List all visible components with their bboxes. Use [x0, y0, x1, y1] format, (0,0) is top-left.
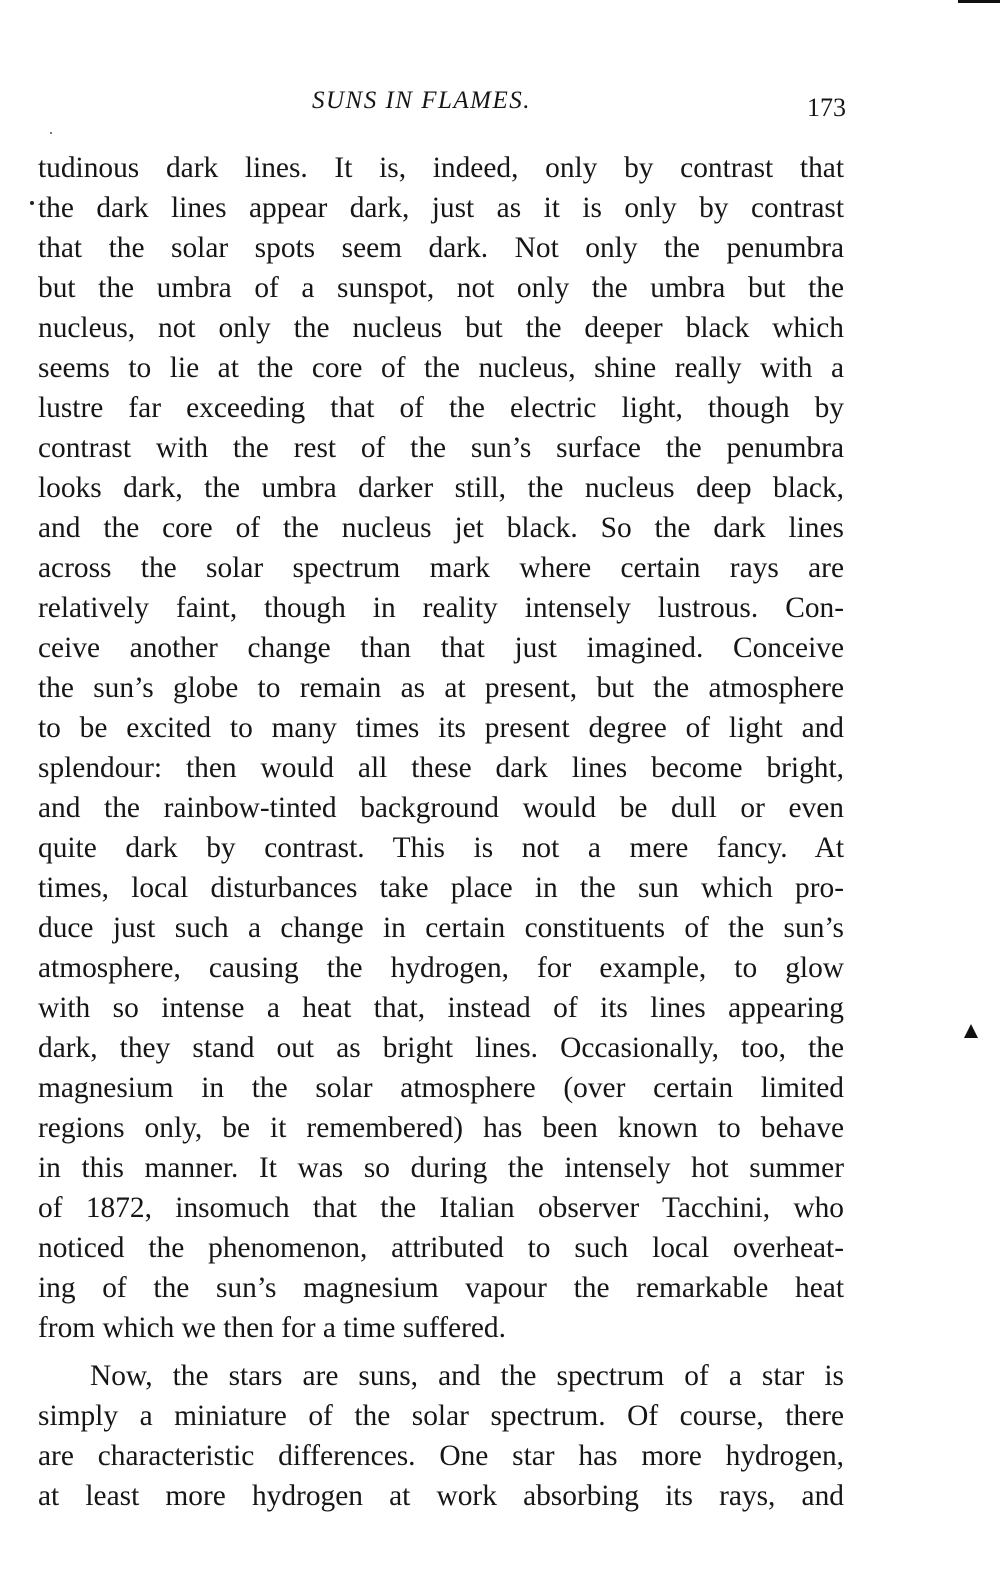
text-line: quite dark by contrast. This is not a mere fancy. At — [38, 832, 844, 864]
text-line: the sun’s globe to remain as at present, but the atmosphere — [38, 672, 844, 704]
running-head — [0, 84, 1000, 124]
text-line: magnesium in the solar atmosphere (over certain limited — [38, 1072, 844, 1104]
page-number: 173 — [807, 93, 846, 122]
running-title: SUNS IN FLAMES. — [312, 87, 532, 114]
scan-speck — [50, 132, 52, 134]
text-line: times, local disturbances take place in the sun which pro- — [38, 872, 844, 904]
text-line: noticed the phenomenon, attributed to such local overheat- — [38, 1232, 844, 1264]
text-line: that the solar spots seem dark. Not only the penumbra — [38, 232, 844, 264]
text-line: splendour: then would all these dark lines become bright, — [38, 752, 844, 784]
margin-dot — [30, 201, 34, 205]
text-line: simply a miniature of the solar spectrum. Of course, there — [38, 1400, 844, 1432]
paragraph-1 — [38, 148, 844, 1348]
text-line: in this manner. It was so during the intensely hot summer — [38, 1152, 844, 1184]
text-line: across the solar spectrum mark where certain rays are — [38, 552, 844, 584]
text-line: nucleus, not only the nucleus but the deeper black which — [38, 312, 844, 344]
text-line: seems to lie at the core of the nucleus, shine really with a — [38, 352, 844, 384]
paragraph-2 — [38, 1356, 844, 1516]
text-line: lustre far exceeding that of the electric light, though by — [38, 392, 844, 424]
text-line: Now, the stars are suns, and the spectrum of a star is — [90, 1360, 844, 1392]
text-line: ceive another change than that just imagined. Conceive — [38, 632, 844, 664]
text-line: at least more hydrogen at work absorbing its rays, and — [38, 1480, 844, 1512]
text-line: the dark lines appear dark, just as it is only by contrast — [38, 192, 844, 224]
text-line: and the core of the nucleus jet black. So the dark lines — [38, 512, 844, 544]
text-line: regions only, be it remembered) has been known to behave — [38, 1112, 844, 1144]
text-line: are characteristic differences. One star has more hydrogen, — [38, 1440, 844, 1472]
text-line: with so intense a heat that, instead of its lines appearing — [38, 992, 844, 1024]
text-line: looks dark, the umbra darker still, the nucleus deep black, — [38, 472, 844, 504]
text-line: ing of the sun’s magnesium vapour the remarkable heat — [38, 1272, 844, 1304]
text-line: dark, they stand out as bright lines. Occasionally, too, the — [38, 1032, 844, 1064]
text-line: relatively faint, though in reality intensely lustrous. Con- — [38, 592, 844, 624]
text-line: but the umbra of a sunspot, not only the umbra but the — [38, 272, 844, 304]
text-line: contrast with the rest of the sun’s surface the penumbra — [38, 432, 844, 464]
body-text — [38, 148, 844, 1516]
text-line: duce just such a change in certain constituents of the sun’s — [38, 912, 844, 944]
text-line: tudinous dark lines. It is, indeed, only by contrast that — [38, 152, 844, 184]
text-line: of 1872, insomuch that the Italian observer Tacchini, who — [38, 1192, 844, 1224]
text-line: from which we then for a time suffered. — [38, 1312, 506, 1344]
text-line: and the rainbow-tinted background would be dull or even — [38, 792, 844, 824]
margin-triangle-icon — [964, 1024, 978, 1038]
text-line: to be excited to many times its present degree of light and — [38, 712, 844, 744]
text-line: atmosphere, causing the hydrogen, for example, to glow — [38, 952, 844, 984]
top-edge-rule — [958, 0, 1000, 3]
